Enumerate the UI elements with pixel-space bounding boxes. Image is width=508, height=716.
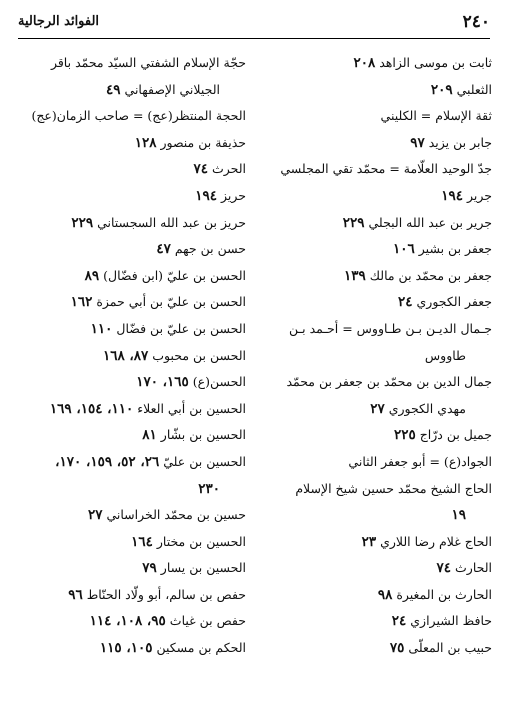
entry-page-numbers: ١٩ (451, 507, 466, 524)
index-entry (10, 449, 246, 476)
entry-page-numbers: ٢٣٠ (198, 480, 220, 497)
index-entry (10, 236, 246, 263)
index-entry (10, 343, 246, 370)
entry-name: ثقة الإسلام = الكليني (380, 108, 492, 124)
entry-name: الثعلبي (456, 81, 492, 97)
index-column-left (10, 50, 246, 710)
index-entry (10, 369, 246, 396)
index-entry (256, 476, 492, 503)
index-entry (256, 183, 492, 210)
entry-name: جـمال الديـن بـن طـاووس = أحـمد بـن (288, 320, 492, 336)
entry-page-numbers: ١١٠ (90, 320, 113, 337)
entry-page-numbers: ٢٢٩ (342, 214, 365, 231)
index-entry (10, 289, 246, 316)
entry-page-numbers: ٧٥ (389, 640, 405, 657)
page-number: ٢٤٠ (462, 12, 490, 32)
entry-page-numbers: ٩٨ (377, 586, 393, 603)
entry-page-numbers: ٢٧ (370, 400, 385, 417)
entry-page-numbers: ٤٩ (106, 81, 121, 98)
entry-name: الحاج غلام رضا اللاري (380, 533, 492, 549)
entry-page-numbers: ٩٧ (410, 134, 425, 151)
entry-name: الحارث بن المغيرة (396, 586, 492, 602)
entry-name: جدّ الوحيد العلّامة = محمّد تقي المجلسي (280, 161, 492, 177)
index-entry (256, 369, 492, 396)
index-entry (10, 608, 246, 635)
index-entry (256, 343, 492, 370)
index-entry (256, 263, 492, 290)
entry-name: جرير (467, 187, 492, 203)
entry-name: جعفر بن بشير (418, 241, 492, 257)
index-entry (256, 77, 492, 104)
index-entry (256, 529, 492, 556)
entry-name: الجيلاني الإصفهاني (124, 81, 220, 97)
index-entry (256, 396, 492, 423)
entry-name: الحسين بن أبي العلاء (137, 400, 246, 416)
index-entry (256, 502, 492, 529)
index-entry (10, 210, 246, 237)
index-entry (256, 555, 492, 582)
entry-name: حفص بن غياث (169, 613, 246, 629)
entry-page-numbers: ١٣٩ (343, 267, 366, 284)
index-entry (10, 396, 246, 423)
entry-page-numbers: ٢٦، ٥٢، ١٥٩، ١٧٠، (55, 453, 160, 470)
entry-page-numbers: ٨٩ (84, 267, 100, 284)
entry-page-numbers: ٩٦ (68, 586, 83, 603)
entry-name: حسن بن جهم (174, 241, 246, 257)
entry-name: الحرث (211, 161, 246, 177)
entry-name: جعفر بن محمّد بن مالك (369, 267, 492, 283)
index-entry (256, 289, 492, 316)
entry-page-numbers: ٢٢٩ (71, 214, 94, 231)
entry-name: الجواد(ع) = أبو جعفر الثاني (348, 453, 492, 469)
index-entry (10, 555, 246, 582)
entry-page-numbers: ٧٤ (436, 560, 452, 577)
index-entry (256, 316, 492, 343)
entry-page-numbers: ٧٩ (142, 560, 157, 577)
running-title: الفوائد الرجالية (18, 14, 100, 29)
entry-name: الحسن بن محبوب (152, 347, 246, 363)
entry-page-numbers: ٢٢٥ (393, 427, 416, 444)
index-entry (256, 130, 492, 157)
entry-name: حذيفة بن منصور (160, 134, 246, 150)
entry-name: حفص بن سالم، أبو ولّاد الحنّاط (86, 586, 246, 602)
entry-name: حبيب بن المعلّى (408, 640, 492, 656)
entry-name: الحسن بن عليّ بن فضّال (116, 320, 246, 336)
entry-page-numbers: ٧٤ (193, 161, 208, 178)
index-entry (10, 263, 246, 290)
index-entry (10, 422, 246, 449)
entry-name: الحاج الشيخ محمّد حسين شيخ الإسلام (295, 480, 492, 496)
page-header (18, 12, 490, 36)
index-entry (10, 316, 246, 343)
index-entry (10, 183, 246, 210)
entry-name: جابر بن يزيد (428, 134, 492, 150)
entry-name: جمال الدين بن محمّد بن جعفر بن محمّد (286, 374, 492, 390)
entry-name: الحارث (455, 560, 492, 576)
entry-page-numbers: ٢٠٨ (353, 55, 376, 71)
entry-name: الحسن بن عليّ (ابن فضّال) (103, 267, 246, 283)
entry-page-numbers: ١٠٥، ١١٥ (99, 640, 153, 657)
entry-page-numbers: ١٩٤ (195, 187, 218, 204)
index-column-right (256, 50, 492, 710)
entry-name: الحجة المنتظر(عج) = صاحب الزمان(عج) (31, 108, 246, 124)
index-entry (10, 50, 246, 77)
header-divider (18, 38, 490, 39)
entry-name: الحسين بن بشّار (160, 427, 246, 443)
entry-name: جعفر الكجوري (416, 294, 492, 310)
index-entry (10, 582, 246, 609)
index-entry (10, 156, 246, 183)
index-entry (256, 156, 492, 183)
entry-page-numbers: ٢٧ (87, 507, 103, 524)
entry-page-numbers: ١٦٥، ١٧٠ (136, 374, 189, 391)
entry-name: الحسن(ع) (192, 374, 246, 390)
entry-name: الحسين بن عليّ (163, 453, 246, 469)
index-entry (10, 529, 246, 556)
entry-page-numbers: ٤٧ (156, 241, 171, 258)
entry-page-numbers: ٢٠٩ (430, 81, 453, 98)
entry-page-numbers: ١٦٢ (70, 294, 93, 311)
entry-page-numbers: ٢٣ (361, 533, 377, 550)
entry-name: الحسن بن عليّ بن أبي حمزة (96, 294, 246, 310)
index-entry (256, 582, 492, 609)
entry-name: حسين بن محمّد الخراساني (106, 507, 246, 523)
index-entry (10, 77, 246, 104)
entry-page-numbers: ٢٤ (391, 613, 407, 630)
entry-page-numbers: ٩٥، ١٠٨، ١١٤ (89, 613, 166, 630)
index-entry (10, 130, 246, 157)
index-entry (256, 50, 492, 77)
entry-name: حجّة الإسلام الشفتي السيّد محمّد باقر (50, 55, 246, 70)
index-entry (256, 422, 492, 449)
entry-page-numbers: ٨٧، ١٦٨ (102, 347, 149, 364)
entry-name: الحسين بن يسار (160, 560, 246, 576)
entry-page-numbers: ٢٤ (398, 294, 413, 311)
index-entry (256, 103, 492, 130)
index-entry (10, 502, 246, 529)
entry-name: الحكم بن مسكين (156, 640, 246, 656)
index-entry (256, 608, 492, 635)
entry-name: جميل بن درّاج (419, 427, 492, 443)
entry-name: ثابت بن موسى الزاهد (379, 55, 492, 70)
entry-name: حافظ الشيرازي (410, 613, 492, 629)
entry-page-numbers: ١٩٤ (441, 187, 464, 204)
index-entry (10, 635, 246, 662)
entry-page-numbers: ٨١ (142, 427, 157, 444)
entry-name: طاووس (424, 347, 466, 363)
index-entry (256, 449, 492, 476)
index-entry (10, 476, 246, 503)
entry-page-numbers: ١٠٦ (393, 241, 415, 258)
index-entry (256, 210, 492, 237)
entry-page-numbers: ١٢٨ (134, 134, 157, 151)
index-entry (256, 236, 492, 263)
entry-name: الحسين بن مختار (156, 533, 246, 549)
entry-page-numbers: ١١٠، ١٥٤، ١٦٩ (49, 400, 134, 417)
index-entry (256, 635, 492, 662)
entry-page-numbers: ١٦٤ (131, 533, 153, 550)
entry-name: حريز (221, 187, 246, 203)
entry-name: جرير بن عبد الله البجلي (368, 214, 492, 230)
entry-name: حريز بن عبد الله السجستاني (97, 214, 246, 230)
entry-name: مهدي الكجوري (388, 400, 466, 416)
index-entry (10, 103, 246, 130)
